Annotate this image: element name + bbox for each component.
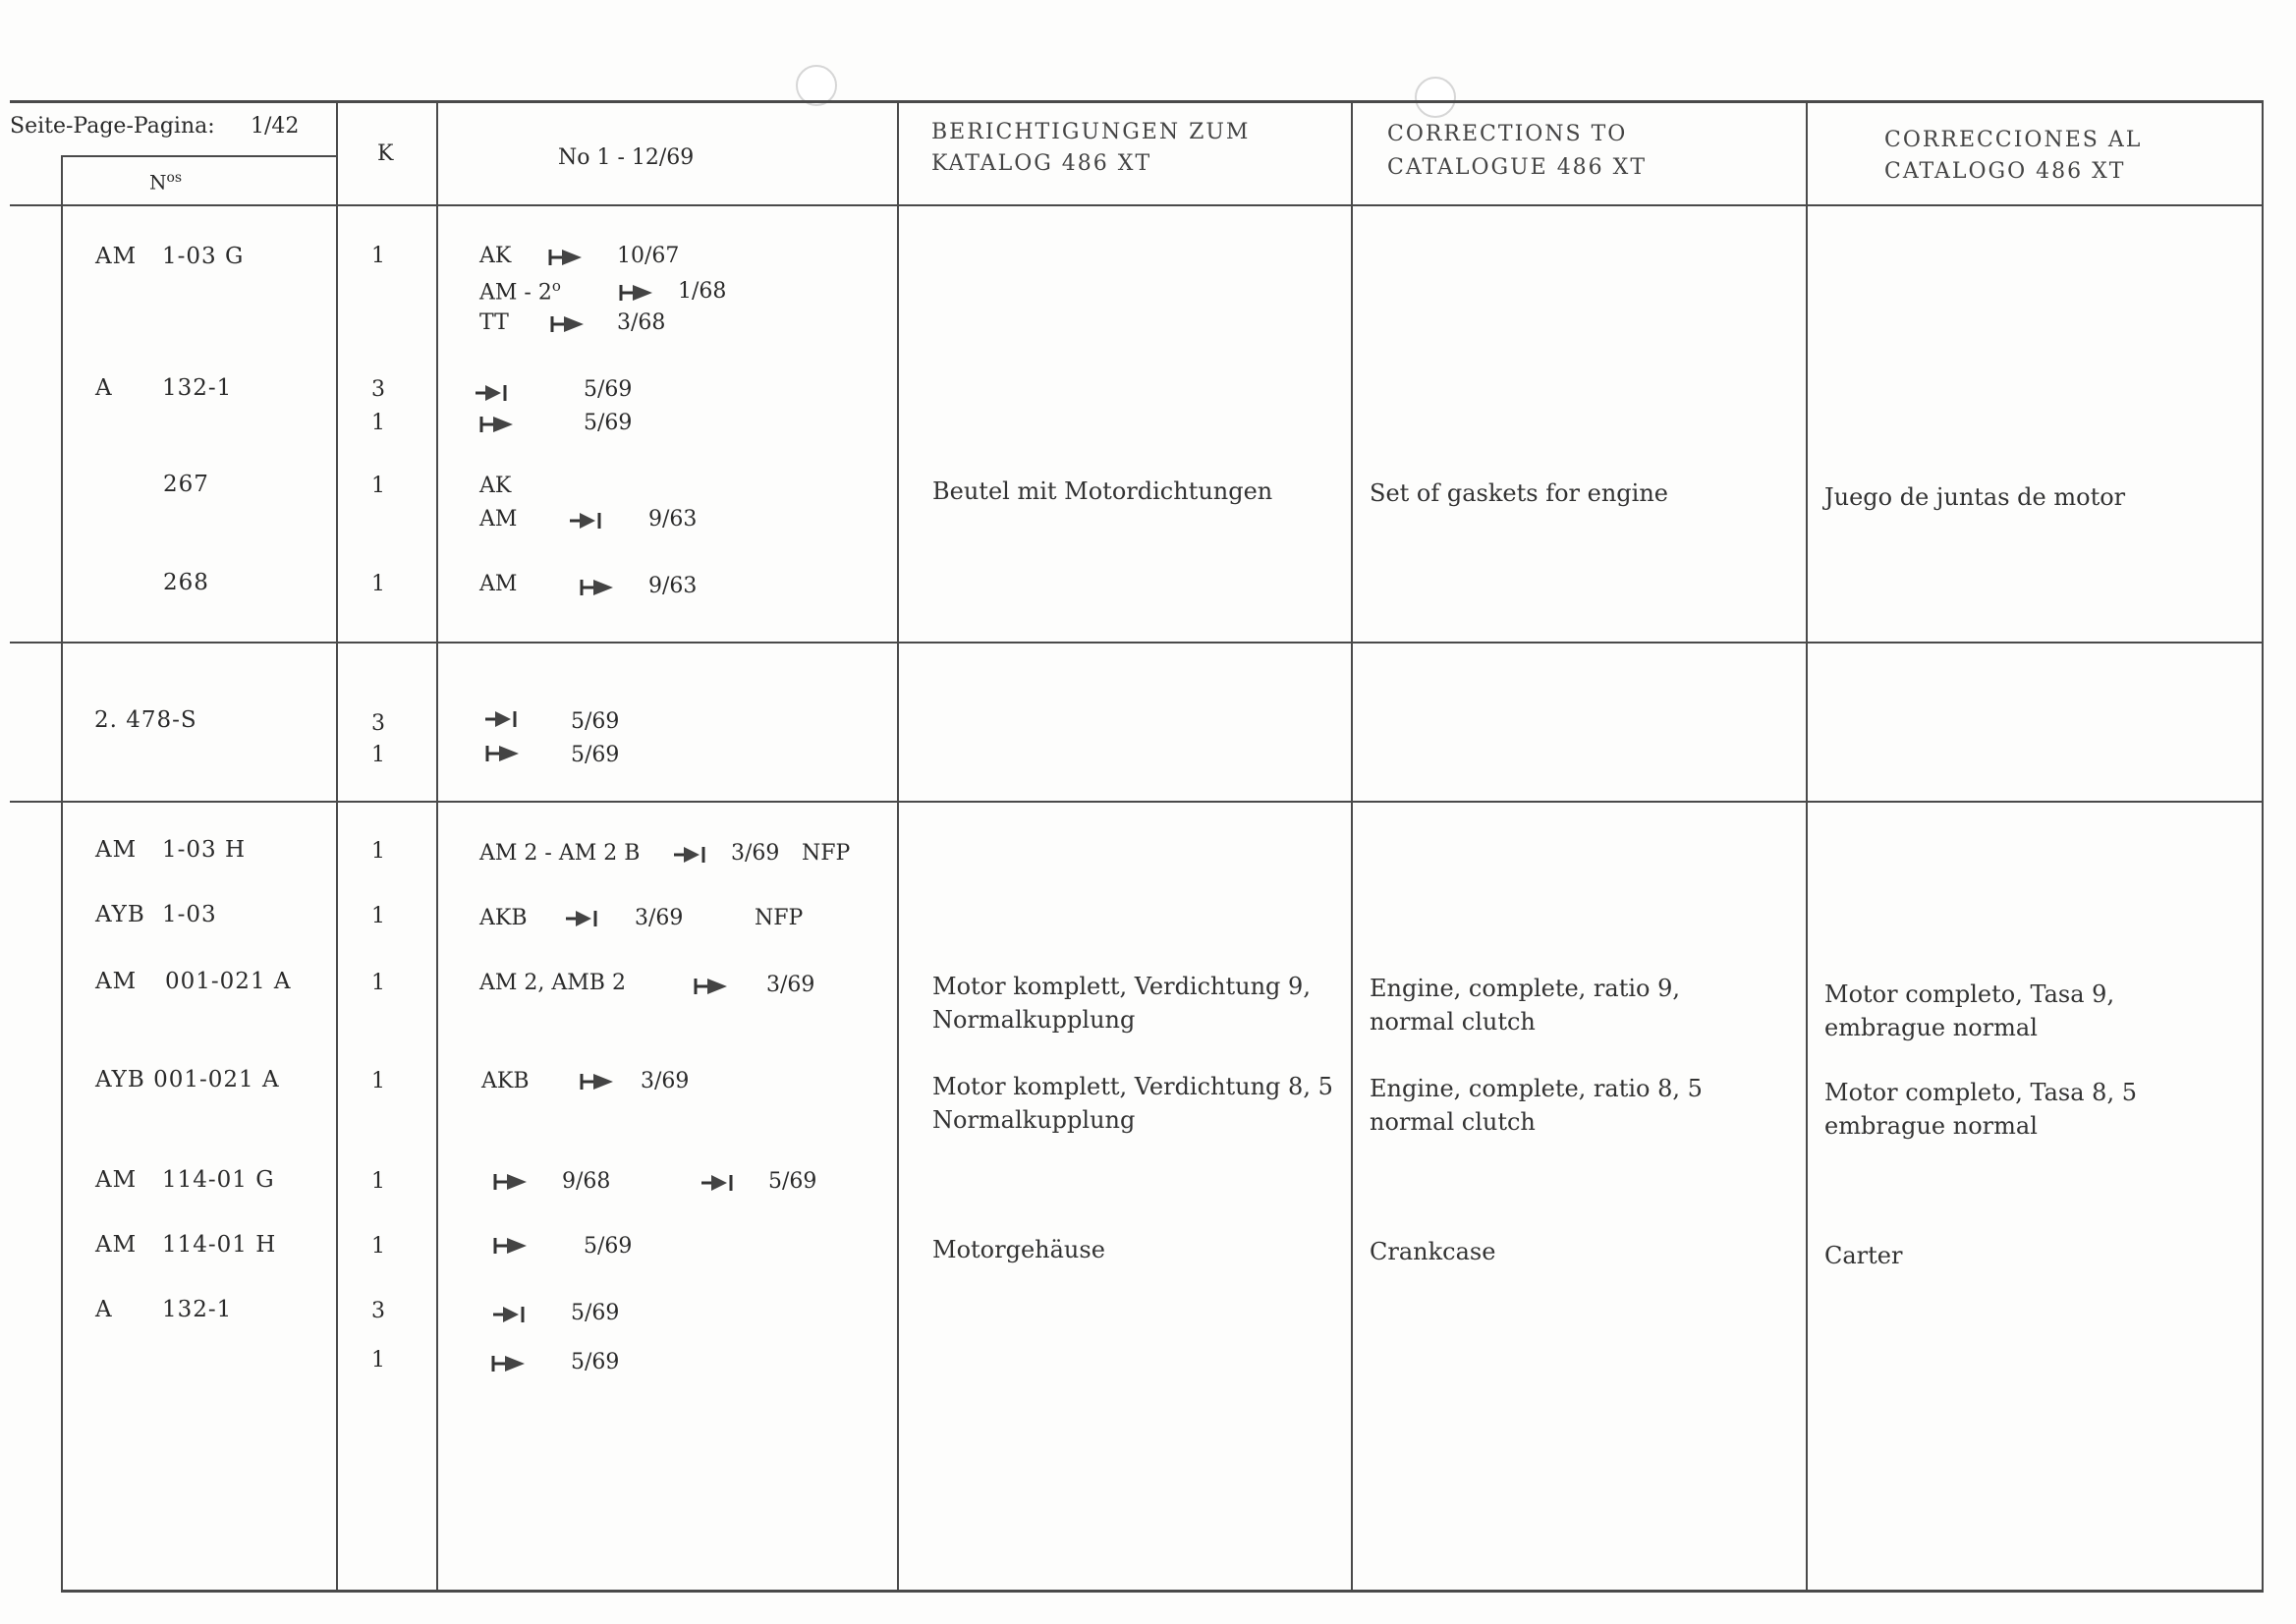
start-arrow-icon bbox=[619, 282, 654, 304]
part-prefix: AM bbox=[95, 969, 138, 994]
part-prefix: A bbox=[95, 375, 113, 401]
spanish-description: Motor completo, Tasa 8, 5 bbox=[1824, 1079, 2137, 1106]
date: 3/69 bbox=[731, 841, 780, 866]
nfp-note: NFP bbox=[802, 841, 851, 866]
german-description: Normalkupplung bbox=[932, 1106, 1136, 1134]
german-description: Motor komplett, Verdichtung 8, 5 bbox=[932, 1073, 1333, 1100]
spanish-description: embrague normal bbox=[1824, 1014, 2038, 1041]
start-arrow-icon bbox=[694, 976, 729, 997]
end-arrow-icon bbox=[672, 844, 707, 866]
k-value: 1 bbox=[371, 1348, 385, 1372]
date: 1/68 bbox=[678, 279, 727, 304]
date: 9/63 bbox=[648, 574, 698, 598]
part-number: 267 bbox=[163, 472, 209, 497]
model-code: AM bbox=[479, 507, 518, 532]
k-header: K bbox=[377, 141, 394, 166]
degree-superscript: o bbox=[551, 277, 561, 295]
part-prefix: AYB bbox=[95, 902, 145, 927]
english-description: Set of gaskets for engine bbox=[1370, 479, 1668, 507]
english-description: Engine, complete, ratio 8, 5 bbox=[1370, 1075, 1703, 1102]
part-prefix: AM bbox=[95, 244, 138, 269]
english-title-line1: CORRECTIONS TO bbox=[1387, 122, 1628, 146]
k-value: 3 bbox=[371, 711, 385, 736]
date: 3/69 bbox=[641, 1069, 690, 1093]
end-arrow-icon bbox=[568, 510, 603, 532]
nos-superscript: os bbox=[166, 170, 183, 186]
no-header: No 1 - 12/69 bbox=[558, 145, 695, 170]
part-number: 132-1 bbox=[162, 1297, 233, 1322]
k-value: 1 bbox=[371, 1069, 385, 1093]
part-number: 132-1 bbox=[162, 375, 233, 401]
k-value: 1 bbox=[371, 1169, 385, 1194]
k-value: 1 bbox=[371, 839, 385, 864]
date: 5/69 bbox=[584, 377, 633, 402]
start-arrow-icon bbox=[580, 1071, 615, 1092]
spanish-description: Motor completo, Tasa 9, bbox=[1824, 980, 2115, 1008]
model-code-text: AM - 2 bbox=[479, 280, 552, 306]
punch-hole-right bbox=[1415, 77, 1456, 118]
part-number: 001-021 A bbox=[165, 969, 292, 994]
part-number: 114-01 G bbox=[162, 1167, 275, 1193]
model-code: AM 2, AMB 2 bbox=[479, 971, 626, 995]
start-arrow-icon bbox=[493, 1235, 529, 1257]
model-code: AKB bbox=[479, 906, 528, 930]
date: 5/69 bbox=[571, 1350, 620, 1374]
page-number: 1/42 bbox=[251, 114, 300, 139]
english-description: normal clutch bbox=[1370, 1108, 1536, 1136]
model-code: AK bbox=[479, 474, 512, 498]
part-number: 114-01 H bbox=[162, 1232, 277, 1258]
k-value: 1 bbox=[371, 743, 385, 767]
model-code: AK bbox=[479, 244, 512, 268]
english-title-line2: CATALOGUE 486 XT bbox=[1387, 155, 1648, 180]
english-description: normal clutch bbox=[1370, 1008, 1536, 1036]
date: 5/69 bbox=[571, 743, 620, 767]
spanish-description: Carter bbox=[1824, 1242, 1903, 1269]
date: 5/69 bbox=[768, 1169, 817, 1194]
part-number: AYB 001-021 A bbox=[95, 1067, 280, 1092]
part-prefix: AM bbox=[95, 837, 138, 863]
part-prefix: AM bbox=[95, 1232, 138, 1258]
start-arrow-icon bbox=[580, 577, 615, 598]
start-arrow-icon bbox=[493, 1171, 529, 1193]
end-arrow-icon bbox=[564, 908, 599, 929]
k-value: 1 bbox=[371, 971, 385, 995]
nos-header bbox=[149, 171, 182, 193]
spanish-title-line2: CATALOGO 486 XT bbox=[1884, 159, 2126, 184]
english-description: Crankcase bbox=[1370, 1238, 1496, 1265]
start-arrow-icon bbox=[479, 414, 515, 435]
german-description: Beutel mit Motordichtungen bbox=[932, 477, 1273, 505]
german-description: Motorgehäuse bbox=[932, 1236, 1105, 1263]
date: 3/68 bbox=[617, 310, 666, 335]
model-code: TT bbox=[479, 310, 509, 335]
start-arrow-icon bbox=[550, 313, 586, 335]
date: 10/67 bbox=[617, 244, 680, 268]
date: 5/69 bbox=[571, 709, 620, 734]
page-label: Seite-Page-Pagina: bbox=[10, 114, 215, 139]
k-value: 1 bbox=[371, 411, 385, 435]
k-value: 1 bbox=[371, 474, 385, 498]
model-code bbox=[479, 279, 561, 304]
date: 9/68 bbox=[562, 1169, 611, 1194]
part-number: 2. 478-S bbox=[94, 707, 197, 733]
nos-letter: N bbox=[149, 170, 167, 195]
spanish-description: embrague normal bbox=[1824, 1112, 2038, 1140]
german-title-line2: KATALOG 486 XT bbox=[931, 151, 1152, 176]
part-number: 1-03 bbox=[162, 902, 217, 927]
english-description: Engine, complete, ratio 9, bbox=[1370, 975, 1681, 1002]
spanish-title-line1: CORRECCIONES AL bbox=[1884, 128, 2143, 152]
start-arrow-icon bbox=[491, 1353, 527, 1374]
nfp-note: NFP bbox=[755, 906, 804, 930]
part-prefix: A bbox=[95, 1297, 113, 1322]
model-code: AKB bbox=[481, 1069, 530, 1093]
end-arrow-icon bbox=[700, 1172, 735, 1194]
k-value: 3 bbox=[371, 1299, 385, 1323]
end-arrow-icon bbox=[474, 382, 509, 404]
start-arrow-icon bbox=[485, 743, 521, 764]
k-value: 3 bbox=[371, 377, 385, 402]
k-value: 1 bbox=[371, 1234, 385, 1259]
end-arrow-icon bbox=[483, 708, 519, 730]
start-arrow-icon bbox=[548, 247, 584, 268]
part-number: 1-03 G bbox=[162, 244, 245, 269]
date: 5/69 bbox=[571, 1301, 620, 1325]
date: 5/69 bbox=[584, 1234, 633, 1259]
part-number: 1-03 H bbox=[162, 837, 247, 863]
date: 9/63 bbox=[648, 507, 698, 532]
model-code: AM 2 - AM 2 B bbox=[479, 841, 641, 866]
part-prefix: AM bbox=[95, 1167, 138, 1193]
german-description: Motor komplett, Verdichtung 9, bbox=[932, 973, 1311, 1000]
model-code: AM bbox=[479, 572, 518, 596]
german-title-line1: BERICHTIGUNGEN ZUM bbox=[931, 120, 1251, 144]
date: 5/69 bbox=[584, 411, 633, 435]
k-value: 1 bbox=[371, 572, 385, 596]
date: 3/69 bbox=[635, 906, 684, 930]
date: 3/69 bbox=[766, 973, 815, 997]
part-number: 268 bbox=[163, 570, 209, 595]
k-value: 1 bbox=[371, 244, 385, 268]
german-description: Normalkupplung bbox=[932, 1006, 1136, 1034]
k-value: 1 bbox=[371, 904, 385, 928]
end-arrow-icon bbox=[491, 1304, 527, 1325]
spanish-description: Juego de juntas de motor bbox=[1824, 483, 2126, 511]
